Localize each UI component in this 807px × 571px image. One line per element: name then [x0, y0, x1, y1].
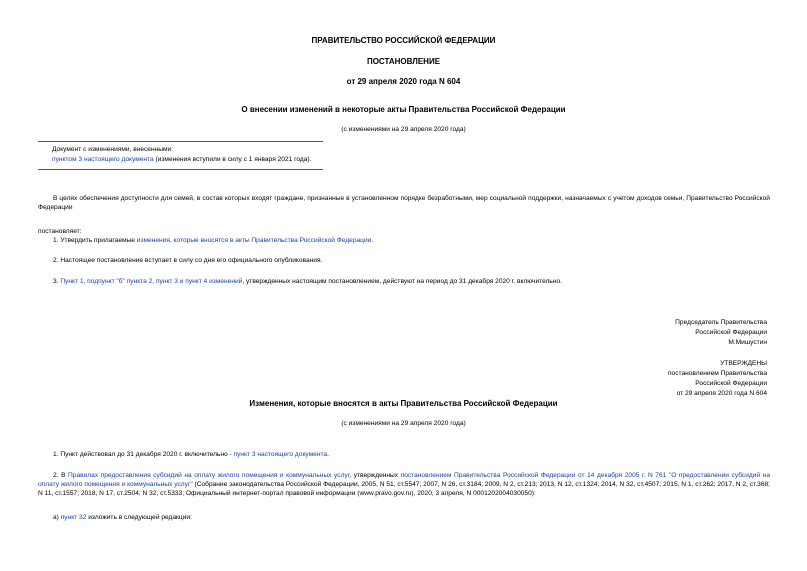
change-2-sources: (Собрание законодательства Российской Федерации, 2005, N 51, ст.5547; 2007, N 26, ст.3184; 2009, N 2, ст.213; 2013, N 12, ст.1324; 2014, N 32, ст.4507; 2015, N 1, ст.262; 2017, N 2, ст.368; N 11, ст.1557; 2018, N 17, ст.2504; N 32, ст.5333; Официальный интернет-портал правовой информации (www.pravo.gov.ru), 2020, 3 апреля, N 0001202004030050): — [38, 481, 770, 497]
changes-edition: (с изменениями на 29 апреля 2020 года) — [341, 420, 466, 427]
approved-label: УТВЕРЖДЕНЫ — [720, 360, 767, 367]
change-1 — [53, 450, 329, 459]
changes-title: Изменения, которые вносятся в акты Правительства Российской Федерации — [249, 399, 558, 408]
change-1-link[interactable]: пункт 3 настоящего документа — [233, 451, 328, 458]
change-2-decree-link[interactable]: постановлением Правительства Российской Федерации от 14 декабря 2005 г. N 761 "О предоставлении субсидий на оплату жилого помещения и коммунальных услуг" — [38, 472, 770, 488]
amendments-line — [52, 155, 311, 164]
decrees-label: постановляет: — [38, 228, 82, 235]
preamble: В целях обеспечения доступности для семей, в состав которых входят граждане, признанные в установленном порядке безработными, мер социальной поддержки, назначаемых с учетом доходов семьи, Правительство Российской Федерации — [38, 195, 770, 211]
amendments-intro: Документ с изменениями, внесенными: — [52, 146, 174, 153]
amendment-link[interactable]: пунктом 3 настоящего документа — [52, 156, 154, 163]
change-2-mid: , утвержденных — [349, 472, 401, 479]
amendment-note: (изменения вступили в силу с 1 января 2021 года). — [153, 156, 312, 163]
approved-country: Российской Федерации — [695, 380, 767, 387]
approved-date: от 29 апреля 2020 года N 604 — [676, 390, 767, 397]
doc-edition: (с изменениями на 29 апреля 2020 года) — [341, 126, 466, 133]
doc-date-number: от 29 апреля 2020 года N 604 — [346, 77, 461, 86]
change-a — [53, 513, 192, 522]
change-1-end: . — [327, 451, 329, 458]
point-1-link[interactable]: изменения, которые вносятся в акты Правительства Российской Федерации — [136, 237, 372, 244]
change-a-link[interactable]: пункт 32 — [60, 514, 87, 521]
point-1-end: . — [371, 237, 374, 244]
point-1 — [53, 236, 373, 245]
change-1-text: 1. Пункт действовал до 31 декабря 2020 г. включительно - — [53, 451, 234, 458]
point-3-number: 3. — [53, 278, 61, 285]
signature-position: Председатель Правительства — [675, 319, 767, 326]
approved-by: постановлением Правительства — [667, 370, 767, 377]
change-a-letter: а) — [53, 514, 61, 521]
change-2-rules-link[interactable]: Правилах предоставления субсидий на оплату жилого помещения и коммунальных услуг — [68, 472, 350, 479]
change-2 — [38, 471, 770, 498]
point-1-text: 1. Утвердить прилагаемые — [53, 237, 137, 244]
signature-name: М.Мишустин — [728, 339, 767, 346]
top-divider — [38, 141, 323, 142]
change-a-text: изложить в следующей редакции: — [86, 514, 192, 521]
point-3-text: , утвержденных настоящим постановлением, действуют на период до 31 декабря 2020 г. включительно. — [242, 278, 562, 285]
point-2: 2. Настоящее постановление вступает в силу со дня его официального опубликования. — [53, 257, 323, 264]
point-3 — [53, 277, 562, 286]
change-2-number: 2. В — [53, 472, 69, 479]
org-title: ПРАВИТЕЛЬСТВО РОССИЙСКОЙ ФЕДЕРАЦИИ — [311, 36, 496, 45]
point-3-link[interactable]: Пункт 1, подпункт "б" пункта 2, пункт 3 и пункт 4 изменений — [60, 278, 243, 285]
bottom-divider — [38, 169, 323, 170]
doc-title: О внесении изменений в некоторые акты Правительства Российской Федерации — [241, 105, 566, 114]
doc-type: ПОСТАНОВЛЕНИЕ — [366, 57, 441, 66]
signature-country: Российской Федерации — [695, 329, 767, 336]
